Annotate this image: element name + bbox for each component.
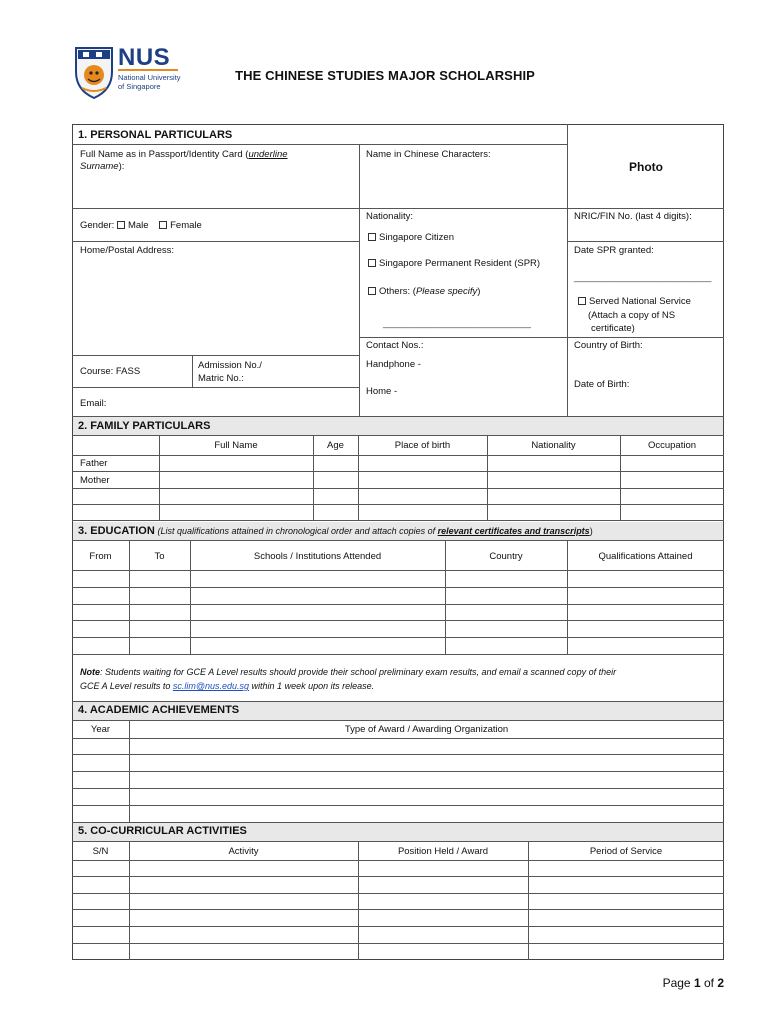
col-to: To — [154, 551, 165, 562]
spr-date-label: Date SPR granted: — [574, 245, 654, 256]
spr-date-line[interactable]: __________________________ — [574, 272, 712, 283]
col-age: Age — [327, 440, 344, 451]
divider — [72, 504, 724, 505]
female-checkbox[interactable] — [159, 221, 167, 229]
divider — [72, 754, 724, 755]
education-note-end: ) — [589, 526, 593, 536]
divider — [72, 241, 359, 242]
education-note: (List qualifications attained in chronological order and attach copies of — [157, 526, 438, 536]
male-label: Male — [127, 220, 149, 231]
divider — [72, 520, 724, 521]
divider — [72, 805, 724, 806]
col-award-type: Type of Award / Awarding Organization — [344, 724, 509, 735]
divider — [72, 720, 724, 721]
divider — [72, 471, 724, 472]
col-qualifications: Qualifications Attained — [598, 551, 693, 562]
chinese-name-label: Name in Chinese Characters: — [366, 149, 491, 160]
photo-label: Photo — [629, 160, 663, 174]
divider — [72, 540, 724, 541]
note-text: : Students waiting for GCE A Level results should provide their school preliminary exam results, and email a scanned copy of their — [100, 667, 617, 677]
divider — [567, 124, 568, 416]
divider — [72, 771, 724, 772]
divider — [72, 788, 724, 789]
col-nationality: Nationality — [531, 440, 576, 451]
logo-subtitle-2: of Singapore — [118, 82, 161, 91]
section-heading-education — [78, 525, 593, 538]
col-schools: Schools / Institutions Attended — [253, 551, 382, 562]
others-end: ) — [477, 286, 481, 297]
divider — [72, 701, 724, 702]
page-of: of — [700, 976, 718, 990]
col-country: Country — [489, 551, 523, 562]
divider — [72, 822, 724, 823]
ns-note-1: (Attach a copy of NS — [588, 310, 676, 321]
education-note-emphasis: relevant certificates and transcripts — [437, 526, 590, 536]
email-label: Email: — [80, 398, 107, 409]
singapore-citizen-checkbox[interactable] — [368, 233, 376, 241]
section-heading-cca: 5. CO-CURRICULAR ACTIVITIES — [78, 825, 247, 837]
divider — [129, 841, 130, 960]
contact-label: Contact Nos.: — [366, 340, 424, 351]
country-of-birth-label: Country of Birth: — [574, 340, 643, 351]
divider — [72, 570, 724, 571]
education-footnote-line-1 — [80, 666, 616, 678]
admission-label-1: Admission No./ — [198, 360, 262, 371]
email-link[interactable]: sc.lim@nus.edu.sg — [172, 681, 250, 691]
divider — [72, 893, 724, 894]
full-name-label — [80, 149, 288, 161]
divider — [72, 387, 359, 388]
divider — [72, 416, 724, 417]
col-period: Period of Service — [589, 846, 663, 857]
divider — [528, 841, 529, 960]
col-position: Position Held / Award — [397, 846, 489, 857]
surname-end: ): — [118, 161, 125, 172]
section-heading-family: 2. FAMILY PARTICULARS — [78, 420, 211, 432]
divider — [72, 455, 724, 456]
education-footnote-line-2 — [80, 680, 374, 692]
col-full-name: Full Name — [214, 440, 258, 451]
divider — [72, 738, 724, 739]
col-from: From — [89, 551, 112, 562]
surname-text: Surname — [80, 161, 119, 172]
col-occupation: Occupation — [647, 440, 697, 451]
divider — [72, 355, 359, 356]
page-number — [663, 976, 724, 990]
divider — [72, 926, 724, 927]
nationality-label: Nationality: — [366, 211, 413, 222]
page-total: 2 — [717, 976, 724, 990]
national-service-checkbox[interactable] — [578, 297, 586, 305]
full-name-text: Full Name as in Passport/Identity Card ( — [80, 149, 249, 160]
gender-label: Gender: — [80, 220, 115, 231]
divider — [72, 435, 724, 436]
divider — [358, 841, 359, 960]
divider — [72, 144, 567, 145]
section-heading-personal: 1. PERSONAL PARTICULARS — [78, 129, 233, 141]
others-checkbox[interactable] — [368, 287, 376, 295]
others-option — [368, 286, 480, 298]
row-father: Father — [80, 458, 108, 469]
divider — [567, 241, 724, 242]
spr-checkbox[interactable] — [368, 259, 376, 267]
page-text: Page — [662, 976, 694, 990]
please-specify: Please specify — [415, 286, 478, 297]
underline-text: underline — [248, 149, 288, 160]
divider — [192, 355, 193, 387]
course-label: Course: FASS — [80, 366, 141, 377]
logo-subtitle-1: National University — [118, 73, 181, 82]
divider — [359, 144, 360, 416]
logo-text: NUS — [118, 44, 171, 71]
divider — [72, 488, 724, 489]
note-text-2: GCE A Level results to — [80, 681, 173, 691]
divider — [72, 620, 724, 621]
col-activity: Activity — [228, 846, 259, 857]
divider — [72, 587, 724, 588]
national-service-label: Served National Service — [589, 296, 691, 307]
singapore-citizen-label: Singapore Citizen — [379, 232, 454, 243]
admission-label-2: Matric No.: — [198, 373, 244, 384]
row-mother: Mother — [80, 475, 110, 486]
col-sn: S/N — [92, 846, 109, 857]
divider — [359, 337, 724, 338]
spr-option — [368, 258, 540, 270]
col-year: Year — [90, 724, 111, 735]
divider — [72, 604, 724, 605]
divider — [72, 876, 724, 877]
divider — [72, 637, 724, 638]
others-label: Others: ( — [379, 286, 416, 297]
divider — [72, 654, 724, 655]
address-label: Home/Postal Address: — [80, 245, 174, 256]
divider — [72, 943, 724, 944]
others-blank-line[interactable]: ____________________________ — [383, 318, 531, 329]
home-phone-label: Home - — [366, 386, 398, 397]
page-current: 1 — [693, 976, 701, 990]
female-label: Female — [170, 220, 202, 231]
gender-field — [80, 220, 202, 232]
divider — [72, 860, 724, 861]
spr-label: Singapore Permanent Resident (SPR) — [379, 258, 541, 269]
col-place-of-birth: Place of birth — [394, 440, 451, 451]
section-heading-academic: 4. ACADEMIC ACHIEVEMENTS — [78, 704, 240, 716]
singapore-citizen-option — [368, 232, 454, 244]
ns-note-2: certificate) — [591, 323, 635, 334]
date-of-birth-label: Date of Birth: — [574, 379, 630, 390]
male-checkbox[interactable] — [117, 221, 125, 229]
page-title: THE CHINESE STUDIES MAJOR SCHOLARSHIP — [235, 68, 535, 83]
divider — [72, 841, 724, 842]
divider — [72, 208, 724, 209]
handphone-label: Handphone - — [366, 359, 421, 370]
national-service-option — [578, 296, 691, 308]
nric-label: NRIC/FIN No. (last 4 digits): — [574, 211, 692, 222]
note-text-3: within 1 week upon its release. — [249, 681, 375, 691]
surname-label — [80, 161, 124, 173]
education-heading-text: 3. EDUCATION — [78, 525, 155, 537]
divider — [72, 909, 724, 910]
note-label: Note — [80, 667, 100, 677]
